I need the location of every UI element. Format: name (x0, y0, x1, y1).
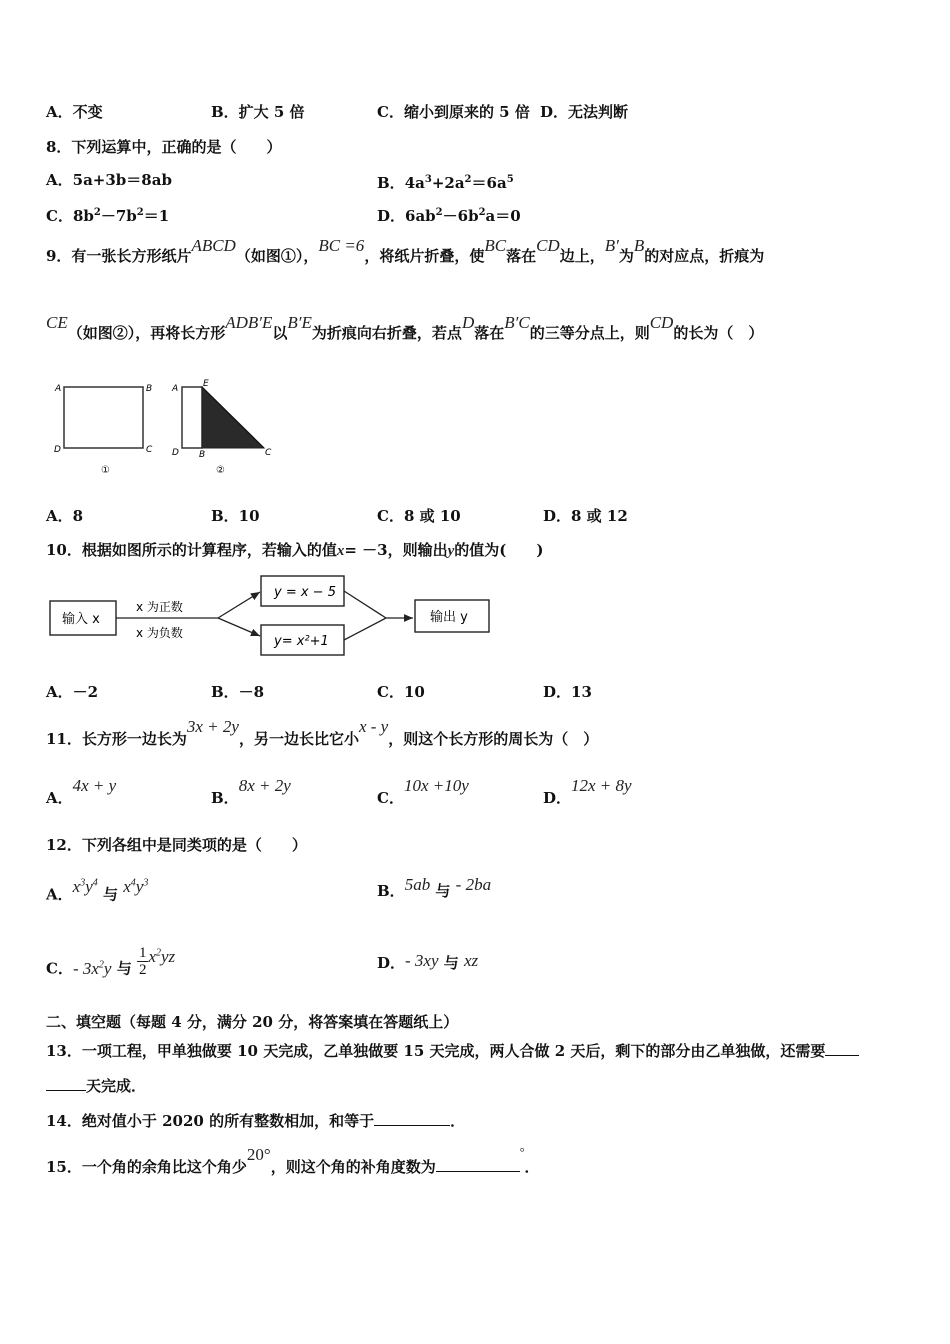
q9-stem-line2: CE（如图②），再将长方形ADB′E以B′E为折痕向右折叠，若点D落在B′C的三等分点上，则CD的长为（ ） (46, 313, 764, 342)
flow-merge-upper (344, 591, 386, 618)
q9-option-b: B．10 (211, 507, 260, 525)
fig1-rectangle (64, 387, 143, 448)
q8-option-d: D．$6ab^2-6b^2a=0$ (377, 207, 521, 225)
q9-figures (40, 375, 300, 480)
q11-option-d: D．12x + 8y (543, 776, 632, 807)
fig2-caption: ② (216, 465, 225, 476)
q10-option-b: B．－8 (211, 683, 265, 701)
q7-option-c: C．缩小到原来的 5 倍 (377, 103, 530, 121)
q10-flowchart (46, 570, 496, 662)
flow-positive-label: x 为正数 (136, 600, 183, 614)
flow-arrow-lower (218, 618, 260, 636)
q11-stem: 11．长方形一边长为3x + 2y，另一边长比它小x - y，则这个长方形的周长为（ ） (46, 717, 599, 748)
q7-option-b: B．扩大 5 倍 (211, 103, 305, 121)
fig1-label-a: A (55, 384, 62, 394)
flow-input-label: 输入 x (62, 612, 100, 627)
q9-option-d: D．8 或 12 (543, 507, 628, 525)
fig2-label-a: A (172, 384, 179, 394)
q14-stem: 14．绝对值小于 2020 的所有整数相加，和等于 ． (46, 1109, 465, 1131)
q9-option-c: C．8 或 10 (377, 507, 461, 525)
fig1-label-d: D (54, 445, 61, 455)
q15-stem: 15．一个角的余角比这个角少20°，则这个角的补角度数为°． (46, 1145, 540, 1176)
flow-merge-lower (344, 618, 386, 640)
q13-line1: 13．一项工程，甲单独做要 10 天完成，乙单独做要 15 天完成，两人合做 2 天后，剩下的部分由乙单独做，还需要 (46, 1039, 859, 1061)
q9-stem-line1: 9．有一张长方形纸片ABCD（如图①），BC =6，将纸片折叠，使BC落在CD边上，B′为B的对应点，折痕为 (46, 236, 765, 265)
q10-stem: 10．根据如图所示的计算程序，若输入的值x= －3，则输出y的值为( ) (46, 541, 544, 559)
q8-stem: 8．下列运算中，正确的是（ ） (46, 138, 282, 156)
q10-option-d: D．13 (543, 683, 592, 701)
q12-option-c: C．- $3x^2y$ 与 $\frac{1}{2}$ $x^2yz$ (46, 945, 176, 978)
flow-box-upper-formula: y = x − 5 (274, 585, 336, 600)
q7-option-d: D．无法判断 (540, 103, 629, 121)
fig1-caption: ① (101, 465, 110, 476)
fig1-label-b: B (146, 384, 153, 394)
fig2-label-c: C (265, 448, 272, 458)
q13-answer-blank-part1[interactable] (825, 1039, 859, 1056)
q15-answer-blank[interactable] (436, 1155, 520, 1172)
q8-option-b: B．$4a^3+2a^2=6a^5$ (377, 174, 514, 192)
fig2-label-b: B (199, 450, 206, 460)
q9-option-a: A．8 (46, 507, 84, 525)
fig2-rectangle (182, 387, 202, 448)
section-title-fill-in: 二、填空题（每题 4 分，满分 20 分，将答案填在答题纸上） (46, 1013, 459, 1031)
fig2-label-d: D (172, 448, 179, 458)
q12-option-d: D．- 3xy 与 xz (377, 951, 479, 972)
fig1-label-c: C (146, 445, 153, 455)
q8-option-a: A．5a+3b＝8ab (46, 171, 172, 189)
q12-option-a: A．$x^3y^4$ 与 $x^4y^3$ (46, 876, 149, 904)
fig2-label-e: E (203, 379, 209, 389)
q11-option-a: A．4x + y (46, 776, 117, 807)
flow-box-lower-formula: y= x²+1 (274, 634, 329, 649)
q12-stem: 12．下列各组中是同类项的是（ ） (46, 836, 307, 854)
q14-answer-blank[interactable] (374, 1109, 450, 1126)
q8-option-c: C．$8b^2-7b^2=1$ (46, 207, 170, 225)
q12-option-b: B．5ab 与 - 2ba (377, 875, 492, 900)
q7-option-a: A．不变 (46, 103, 103, 121)
q13-answer-blank-part2[interactable] (46, 1074, 86, 1091)
q13-line2: 天完成． (46, 1074, 146, 1096)
q11-option-c: C．10x +10y (377, 776, 469, 807)
flow-negative-label: x 为负数 (136, 626, 183, 640)
q11-option-b: B．8x + 2y (211, 776, 291, 807)
q10-option-c: C．10 (377, 683, 425, 701)
flow-output-label: 输出 y (430, 610, 468, 625)
q10-option-a: A．－2 (46, 683, 99, 701)
flow-arrow-upper (218, 592, 260, 618)
